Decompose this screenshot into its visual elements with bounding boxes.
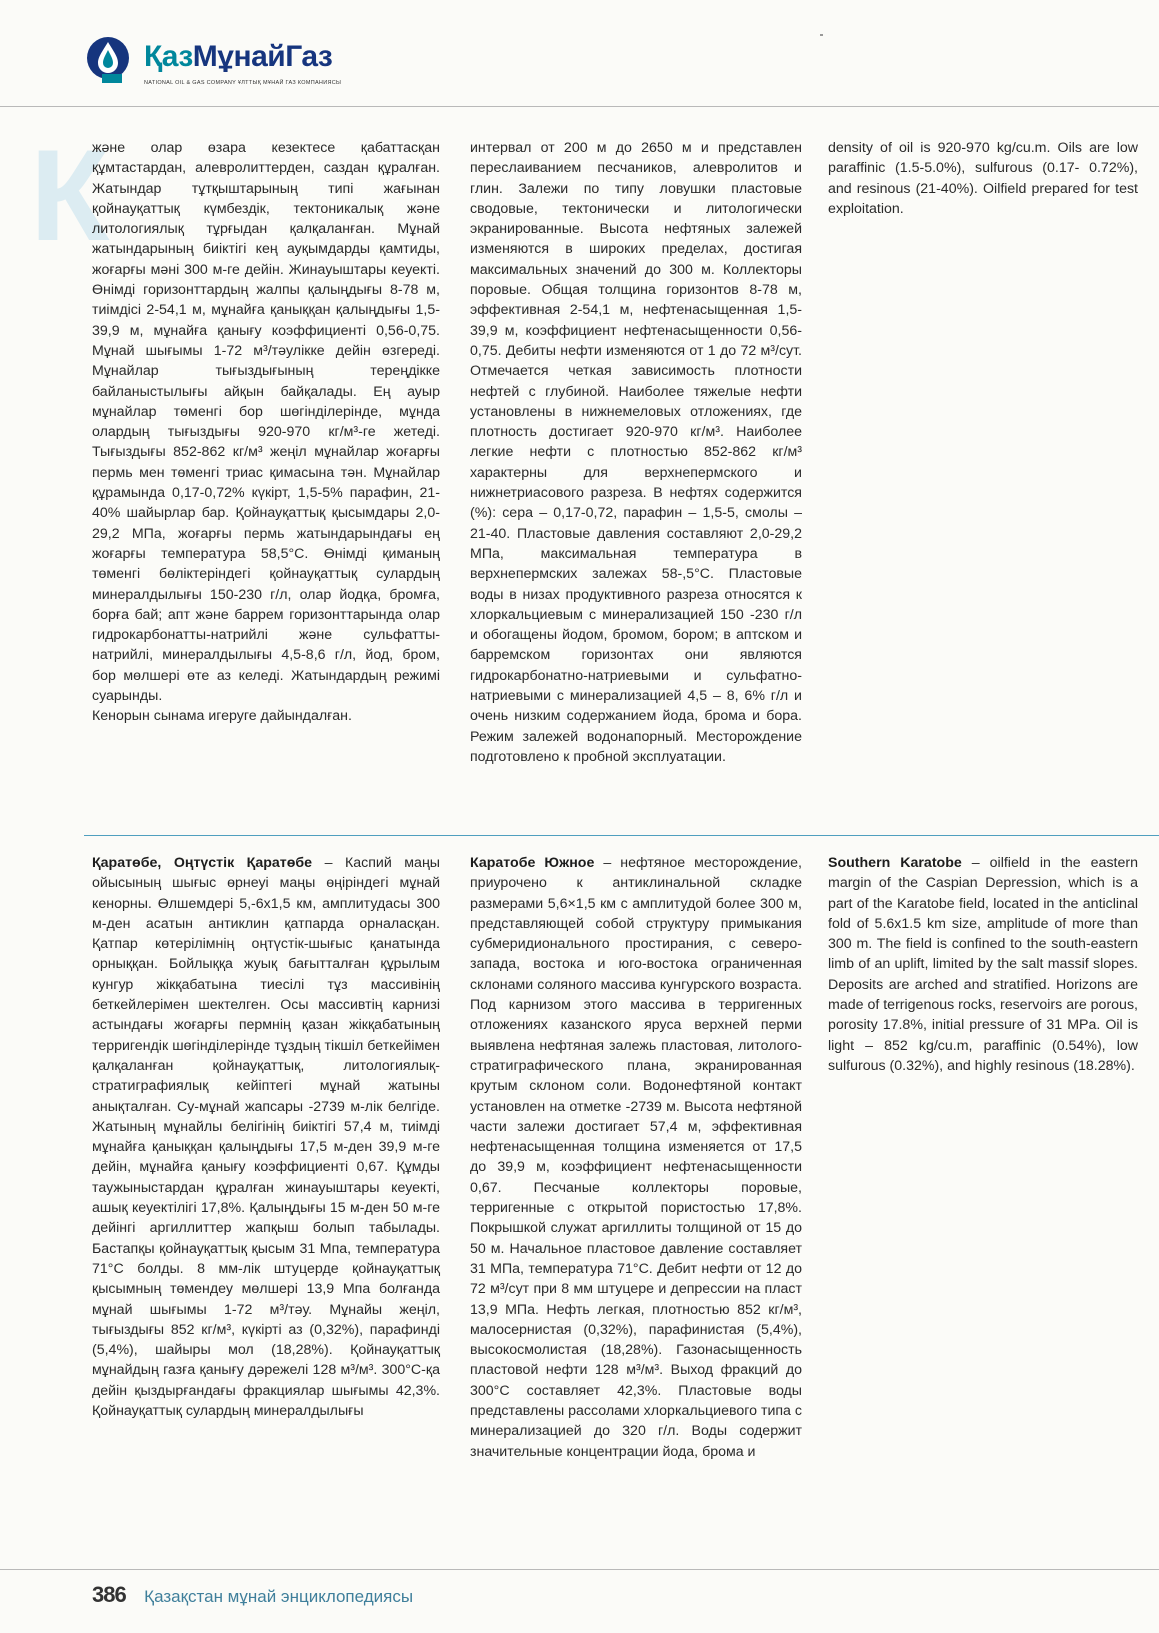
- kazakh-column-bottom: [92, 853, 440, 1421]
- kazakh-entry-text: – Каспий маңы ойысының шығыс өрнеуі маңы өңіріндегі мұнай кенорны. Өлшемдері 5,-6х1,5 км, амплитудасы 300 м-ден асатын антиклин қатпарда орналасқан. Қатпар көтерілімнің оңтүстік-шығыс қанатында орныққан. Бойлыққа жуық бағытталған құрылым кунгур жікқабатына тиесілі тұз массивінің беткейлерімен шектелген. Осы массивтің карнизі астындағы жоғарғы пермнің қазан жікқабатының терригендік шөгінділерінде тұздың тікшіл беткейімен қалқаланған қойнауқаттық, литологиялық-стратиграфиялық кейіптегі мұнай жатыны анықталған. Су-мұнай жапсары -2739 м-лік белгіде. Жатының мұнайлы белігінің биіктігі 57,4 м, тиімді мұнайға қаныққан қалыңдығы 17,5 м-ден 39,9 м-ге дейін, мұнайға қанығу коэффициенті 0,67. Құмды таужыныстардан құралған жинауыштары кеуекті, ашық кеуектілігі 17,8%. Қалыңдығы 15 м-ден 50 м-ге дейінгі аргиллиттер жапқыш болып табылады. Бастапқы қойнауқаттық қысым 31 Мпа, температура 71°С болды. 8 мм-лік штуцерде қойнауқаттық қысымның төмендеу мөлшері 13,9 Мпа болғанда мұнай шығымы 1-72 м³/тәу. Мұнайы жеңіл, тығыздығы 852 кг/м³, күкірті аз (0,32%), парафинді (5,4%), шайыры мол (18,28%). Қойнауқаттық мұнайдың газға қанығу дәрежелі 128 м³/м³. 300°С-қа дейін қыздырғандағы фракциялар шығымы 42,3%. Қойнауқаттық сулардың минералдылығы: [92, 855, 440, 1420]
- kazakh-entry-title: Қаратөбе, Оңтүстік Қаратөбе: [92, 855, 313, 871]
- logo-emblem-icon: [84, 36, 132, 84]
- english-entry-text: – oilfield in the eastern margin of the Caspian Depression, which is a part of the Karatobe field, located in the anticlinal fold of 5.6x1.5 km size, amplitude of more than 300 m. The field is confined to the south-eastern limb of an uplift, limited by the salt massif slopes. Deposits are arched and stratified. Horizons are made of terrigenous rocks, reservoirs are porous, porosity 17.8%, initial pressure of 31 MPa. Oil is light – 852 kg/cu.m, paraffinic (0.54%), low sulfurous (0.32%), and highly resinous (18.28%).: [828, 855, 1138, 1074]
- logo-subtitle: NATIONAL OIL & GAS COMPANY ҰЛТТЫҚ МҰНАЙ ГАЗ КОМПАНИЯСЫ: [144, 80, 342, 86]
- kazakh-paragraph: және олар өзара кезектесе қабаттасқан құмтастардан, алевролиттерден, саздан құралған. Жатындар тұтқыштарының типі жағынан қойнауқаттық күмбездік, тектоникалық және литологиялық тұрғыдан қалқаланған. Мұнай жатындарының биіктігі кең ауқымдарды қамтиды, жоғарғы мәні 300 м-ге дейін. Жинауыштары кеуекті. Өнімді горизонттардың жалпы қалыңдығы 8-78 м, тиімдісі 2-54,1 м, мұнайға қаныққан қалыңдығы 1,5-39,9 м, мұнайға қанығу коэффициенті 0,56-0,75. Мұнай шығымы 1-72 м³/тәулікке дейін өзгереді. Мұнайлар тығыздығының тереңдікке байланыстылығы айқын байқалады. Ең ауыр мұнайлар төменгі бор шөгінділерінде, мұнда олардың тығыздығы 920-970 кг/м³-ге жетеді. Тығыздығы 852-862 кг/м³ жеңіл мұнайлар жоғарғы пермь мен төменгі триас қимасына тән. Мұнайлар құрамында 0,17-0,72% күкірт, 1,5-5% парафин, 21-40% шайырлар бар. Қойнауқаттық қысымдары 2,0-29,2 МПа, жоғарғы пермь жатындарындағы ең жоғарғы температура 58,5°С. Өнімді қиманың төменгі бөліктеріндегі қойнауқаттық сулардың минералдылығы 150-230 г/л, олар йодқа, бромға, борға бай; апт және баррем горизонттарында олар гидрокарбонатты-натрийлі және сульфатты-натрийлі, минералдылығы 4,5-8,6 г/л, йод, бром, бор мөлшері өте аз келеді. Жатындардың режимі суарынды.: [92, 140, 440, 705]
- english-column-bottom: [828, 853, 1138, 1076]
- english-paragraph: density of oil is 920-970 kg/cu.m. Oils are low paraffinic (1.5-5.0%), sulfurous (0.17- 0.72%), and resinous (21-40%). Oilfield prepared for test exploitation.: [828, 140, 1138, 217]
- page-footer: [92, 1582, 413, 1614]
- page-number: 386: [92, 1582, 126, 1607]
- russian-paragraph: интервал от 200 м до 2650 м и представлен переслаиванием песчаников, алевролитов и глин. Залежи по типу ловушки пластовые сводовые, тектонически и литологически экранированные. Высота нефтяных залежей изменяются в широких пределах, достигая максимальных значений до 300 м. Коллекторы поровые. Общая толщина горизонтов 8-78 м, эффективная 2-54,1 м, нефтенасыщенная 1,5-39,9 м, коэффициент нефтенасыщенности 0,56-0,75. Дебиты нефти изменяются от 1 до 72 м³/сут. Отмечается четкая зависимость плотности нефтей с глубиной. Наиболее тяжелые нефти установлены в нижнемеловых отложениях, где плотность достигает 920-970 кг/м³. Наиболее легкие нефти с плотностью 852-862 кг/м³ характерны для верхнепермского и нижнетриасового разреза. В нефтях содержится (%): сера – 0,17-0,72, парафин – 1,5-5, смолы – 21-40. Пластовые давления составляют 2,0-29,2 МПа, максимальная температура в верхнепермских залежах 58-,5°С. Пластовые воды в низах продуктивного разреза относятся к хлоркальциевым с минерализацией 150 -230 г/л и обогащены йодом, бромом, бором; в аптском и барремском горизонтах они являются гидрокарбонатно-натриевыми и сульфатно-натриевыми с минерализацией 4,5 – 8, 6% г/л и очень низким содержанием йода, брома и бора. Режим залежей водонапорный. Месторождение подготовлено к пробной эксплуатации.: [470, 140, 802, 765]
- book-title: Қазақстан мұнай энциклопедиясы: [144, 1587, 414, 1606]
- footer-divider: [0, 1569, 1159, 1570]
- section-divider: [84, 835, 1159, 836]
- english-column-top: [828, 138, 1138, 219]
- letter-watermark: К: [30, 122, 110, 268]
- company-logo: [84, 36, 404, 84]
- english-entry-title: Southern Karatobe: [828, 855, 962, 871]
- scan-speck: [820, 34, 823, 36]
- logo-wordmark: ҚазМұнайГаз: [144, 40, 333, 73]
- russian-entry-text: – нефтяное месторождение, приурочено к антиклинальной складке размерами 5,6×1,5 км с амплитудой более 300 м, представляющей собой структуру примыкания субмеридионального простирания, с северо-запада, востока и юго-востока ограниченная склонами соляного массива кунгурского возраста. Под карнизом этого массива в терригенных отложениях казанского яруса верхней перми выявлена нефтяная залежь пластовая, литолого-стратиграфического плана, экранированная крутым склоном соли. Водонефтяной контакт установлен на отметке -2739 м. Высота нефтяной части залежи достигает 57,4 м, эффективная нефтенасыщенная толщина изменяется от 17,5 до 39,9 м, коэффициент нефтенасыщенности 0,67. Песчаные коллекторы поровые, терригенные с открытой пористостью 17,8%. Покрышкой служат аргиллиты толщиной от 15 до 50 м. Начальное пластовое давление составляет 31 МПа, температура 71°С. Дебит нефти от 12 до 72 м³/сут при 8 мм штуцере и депрессии на пласт 13,9 МПа. Нефть легкая, плотностью 852 кг/м³, малосернистая (0,32%), парафинистая (5,4%), высокосмолистая (18,28%). Газонасыщенность пластовой нефти 128 м³/м³. Выход фракций до 300°С составляет 42,3%. Пластовые воды представлены рассолами хлоркальциевого типа с минерализацией до 320 г/л. Воды содержит значительные концентрации йода, брома и: [470, 855, 802, 1460]
- header-divider: [0, 106, 1159, 107]
- russian-column-bottom: [470, 853, 802, 1462]
- russian-column-top: [470, 138, 802, 767]
- russian-entry-title: Каратобе Южное: [470, 855, 595, 871]
- kazakh-paragraph-last: Кенорын сынама игеруге дайындалған.: [92, 708, 352, 725]
- kazakh-column-top: [92, 138, 440, 727]
